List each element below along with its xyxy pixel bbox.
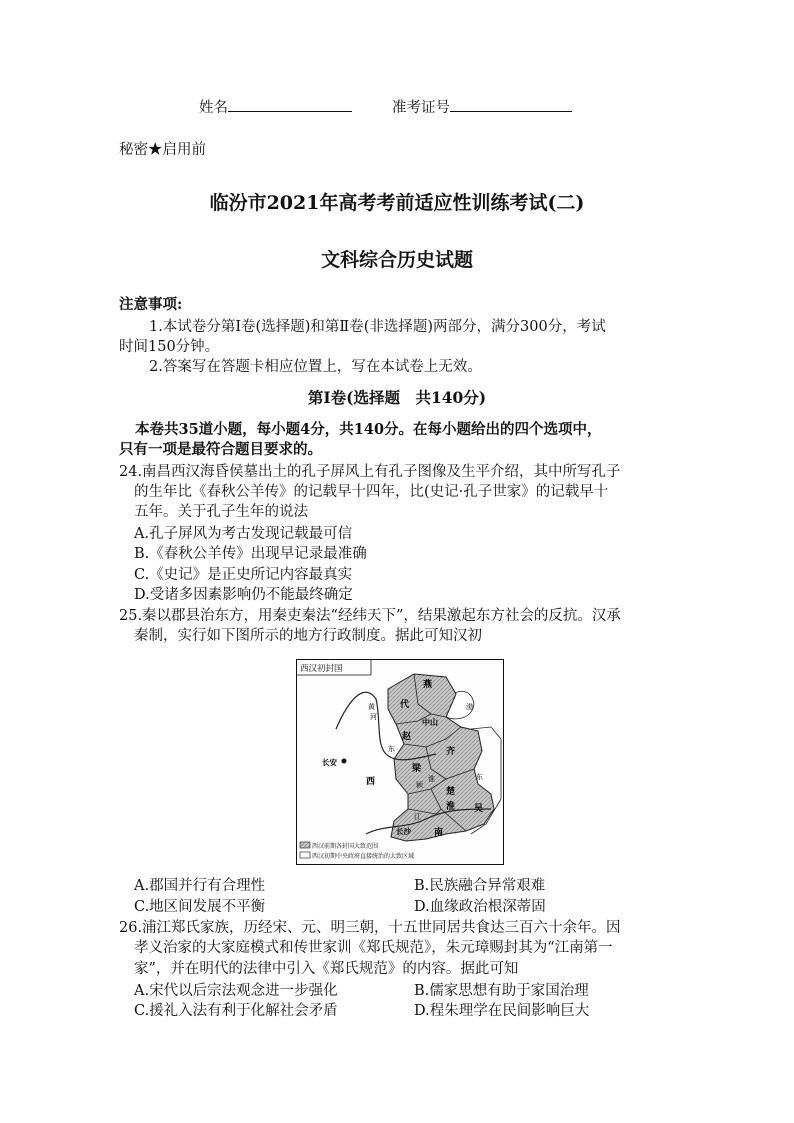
q26-option-d: D.程朱理学在民间影响巨大 [414,1003,590,1019]
notice-item-2: 2.答案写在答题卡相应位置上，写在本试卷上无效。 [149,359,482,375]
q26-stem-1: 26.浦江郑氏家族，历经宋、元、明三朝，十五世同居共食达三百六十余年。因 [119,920,621,936]
label-chu: 楚 [446,787,456,797]
q26-option-a: A.宋代以后宗法观念进一步强化 [134,983,338,999]
q25-option-a: A.郡国并行有合理性 [134,878,266,894]
name-label: 姓名 [199,100,228,116]
section-intro-cont: 只有一项是最符合题目要求的。 [119,441,322,458]
section-title: 第Ⅰ卷(选择题 共140分) [307,388,487,407]
q26-option-b: B.儒家思想有助于家国治理 [414,983,589,999]
label-bo: 渤 [466,703,473,711]
exam-number-label: 准考证号 [392,100,450,116]
q24-stem-3: 五年。关于孔子生年的说法 [134,504,308,520]
label-xi: 西 [366,777,376,787]
label-he: 河 [370,713,377,721]
label-huang: 黄 [368,703,375,711]
label-nan: 南 [434,828,444,838]
q26-option-c: C.援礼入法有利于化解社会矛盾 [134,1003,338,1019]
q25-option-c: C.地区间发展不平衡 [134,899,266,915]
exam-number-field-row [392,96,572,118]
notice-item-1-cont: 时间150分钟。 [119,339,220,355]
page-title: 临汾市2021年高考考前适应性训练考试(二) [209,192,585,214]
name-blank [228,96,352,112]
q26-stem-3: 家”，并在明代的法律中引入《郑氏规范》的内容。据此可知 [134,961,519,977]
label-zhongshan: 中山 [422,718,438,727]
label-huainan: 淮 [446,802,456,812]
label-ying: 颍 [416,781,423,789]
label-liang: 梁 [412,764,422,774]
q24-option-a: A.孔子屏风为考古发现记载最可信 [134,526,353,542]
q25-stem-2: 秦制，实行如下图所示的地方行政制度。据此可知汉初 [134,628,482,644]
q24-option-b: B.《春秋公羊传》出现早记录最准确 [134,546,367,562]
q25-stem-1: 25.秦以郡县治东方，用秦吏秦法“经纬天下”，结果激起东方社会的反抗。汉承 [119,608,621,624]
q25-option-d: D.血缘政治根深蒂固 [414,899,546,915]
q24-option-d: D.受诸多因素影响仍不能最终确定 [134,587,353,603]
confidential-mark: 秘密★启用前 [119,142,206,158]
exam-number-blank [450,96,572,112]
q24-stem-2: 的生年比《春秋公羊传》的记载早十四年，比(史记·孔子世家》的记载早十 [134,484,609,500]
notice-item-1: 1.本试卷分第Ⅰ卷(选择题)和第Ⅱ卷(非选择题)两部分，满分300分，考试 [149,319,606,335]
q25-option-b: B.民族融合异常艰难 [414,878,546,894]
label-zhao: 赵 [402,732,412,742]
label-changan: 长安 [322,758,337,767]
label-dong: 东 [388,745,395,753]
label-wu: 吴 [474,804,484,814]
label-jiang: 江 [414,813,421,821]
page-subtitle: 文科综合历史试题 [320,249,473,271]
notice-heading: 注意事项: [119,296,183,313]
q24-stem-1: 24.南昌西汉海昏侯墓出土的孔子屏风上有孔子图像及生平介绍，其中所写孔子 [119,464,621,480]
label-changsha: 长沙 [396,827,411,836]
section-intro: 本卷共35道小题，每小题4分，共140分。在每小题给出的四个选项中， [135,421,602,438]
q26-stem-2: 孝义治家的大家庭模式和传世家训《郑氏规范》，朱元璋赐封其为“江南第一 [134,940,613,956]
label-yan: 燕 [423,680,433,690]
name-field-row [199,96,352,118]
legend-central-rule: 西汉初期中央政府直接统治的大致区域 [312,853,415,860]
map-title: 西汉初封国 [300,664,343,674]
label-haidong: 东 [476,773,483,781]
label-huai: 淮 [428,775,435,783]
legend-fiefdoms: 西汉前期各封国大致范围 [312,843,379,850]
label-dai: 代 [400,700,410,710]
label-qi: 齐 [446,747,456,757]
q24-option-c: C.《史记》是正史所记内容最真实 [134,567,353,583]
western-han-fiefdoms-map [296,659,504,865]
